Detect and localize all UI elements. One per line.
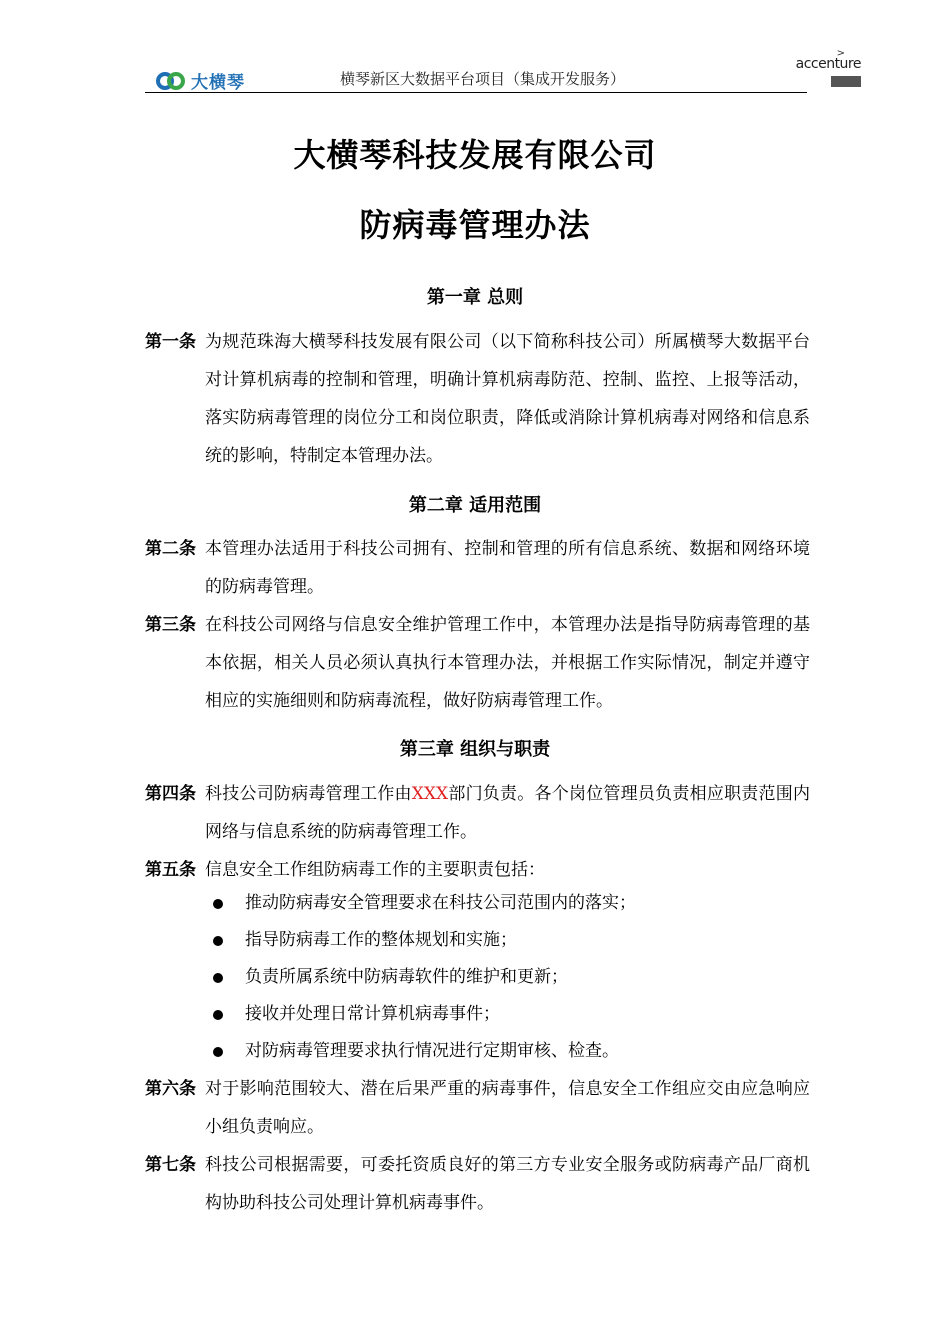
department-placeholder: XXX — [411, 784, 449, 804]
article-text: 科技公司根据需要，可委托资质良好的第三方专业安全服务或防病毒产品厂商机构协助科技公司处理计算机病毒事件。 — [205, 1155, 810, 1213]
article-4 — [145, 775, 810, 851]
article-text-part: 部门负责。各个岗位管理员负责相应职责范围内网络与信息系统的防病毒管理工作。 — [205, 784, 811, 842]
header-project-title: 横琴新区大数据平台项目（集成开发服务） — [340, 70, 626, 88]
article-label: 第一条 — [145, 332, 196, 352]
article-text: 在科技公司网络与信息安全维护管理工作中，本管理办法是指导防病毒管理的基本依据，相关人员必须认真执行本管理办法，并根据工作实际情况，制定并遵守相应的实施细则和防病毒流程，做好防病毒管理工作。 — [205, 615, 810, 711]
article-label: 第五条 — [145, 860, 196, 880]
article-2 — [145, 530, 810, 606]
page-header — [145, 48, 861, 94]
article-text: 对于影响范围较大、潜在后果严重的病毒事件，信息安全工作组应交由应急响应小组负责响应。 — [205, 1079, 810, 1137]
accenture-subbrand-mark — [831, 76, 861, 87]
bullet-icon — [213, 1047, 223, 1057]
accenture-logo — [791, 48, 861, 91]
article-7 — [145, 1146, 810, 1222]
logo-mark-icon — [155, 71, 187, 91]
article-text: 信息安全工作组防病毒工作的主要职责包括： — [205, 860, 545, 880]
article-6 — [145, 1070, 810, 1146]
chapter-heading: 第二章 适用范围 — [408, 495, 542, 516]
list-item — [210, 959, 810, 996]
list-item — [210, 885, 810, 922]
list-item — [210, 922, 810, 959]
article-label: 第四条 — [145, 784, 196, 804]
duties-list — [210, 885, 810, 1070]
article-text — [205, 775, 810, 851]
dahengqin-logo — [155, 68, 245, 93]
chapter-heading: 第一章 总则 — [426, 287, 524, 308]
list-item-text: 推动防病毒安全管理要求在科技公司范围内的落实； — [245, 893, 636, 913]
accenture-chevron-icon: > — [836, 48, 845, 59]
list-item-text: 指导防病毒工作的整体规划和实施； — [245, 930, 517, 950]
article-text-part: 科技公司防病毒管理工作由 — [205, 784, 412, 804]
article-label: 第二条 — [145, 539, 196, 559]
article-label: 第三条 — [145, 615, 196, 635]
chapter-heading: 第三章 组织与职责 — [399, 739, 551, 760]
list-item-text: 对防病毒管理要求执行情况进行定期审核、检查。 — [245, 1041, 619, 1061]
list-item-text: 接收并处理日常计算机病毒事件； — [245, 1004, 500, 1024]
list-item — [210, 996, 810, 1033]
list-item — [210, 1033, 810, 1070]
bullet-icon — [213, 1010, 223, 1020]
article-3 — [145, 606, 810, 720]
bullet-icon — [213, 899, 223, 909]
logo-text: 大横琴 — [191, 73, 245, 93]
article-text: 为规范珠海大横琴科技发展有限公司（以下简称科技公司）所属横琴大数据平台对计算机病毒的控制和管理，明确计算机病毒防范、控制、监控、上报等活动，落实防病毒管理的岗位分工和岗位职责，降低或消除计算机病毒对网络和信息系统的影响，特制定本管理办法。 — [205, 332, 810, 466]
header-divider — [145, 92, 807, 93]
list-item-text: 负责所属系统中防病毒软件的维护和更新； — [245, 967, 568, 987]
accenture-wordmark: accenture — [795, 56, 861, 72]
article-label: 第六条 — [145, 1079, 196, 1099]
article-1 — [145, 323, 810, 475]
bullet-icon — [213, 973, 223, 983]
article-5 — [145, 851, 810, 889]
bullet-icon — [213, 936, 223, 946]
article-text: 本管理办法适用于科技公司拥有、控制和管理的所有信息系统、数据和网络环境的防病毒管理。 — [205, 539, 810, 597]
company-title: 大横琴科技发展有限公司 — [293, 136, 657, 174]
document-title: 防病毒管理办法 — [359, 206, 591, 244]
article-label: 第七条 — [145, 1155, 196, 1175]
